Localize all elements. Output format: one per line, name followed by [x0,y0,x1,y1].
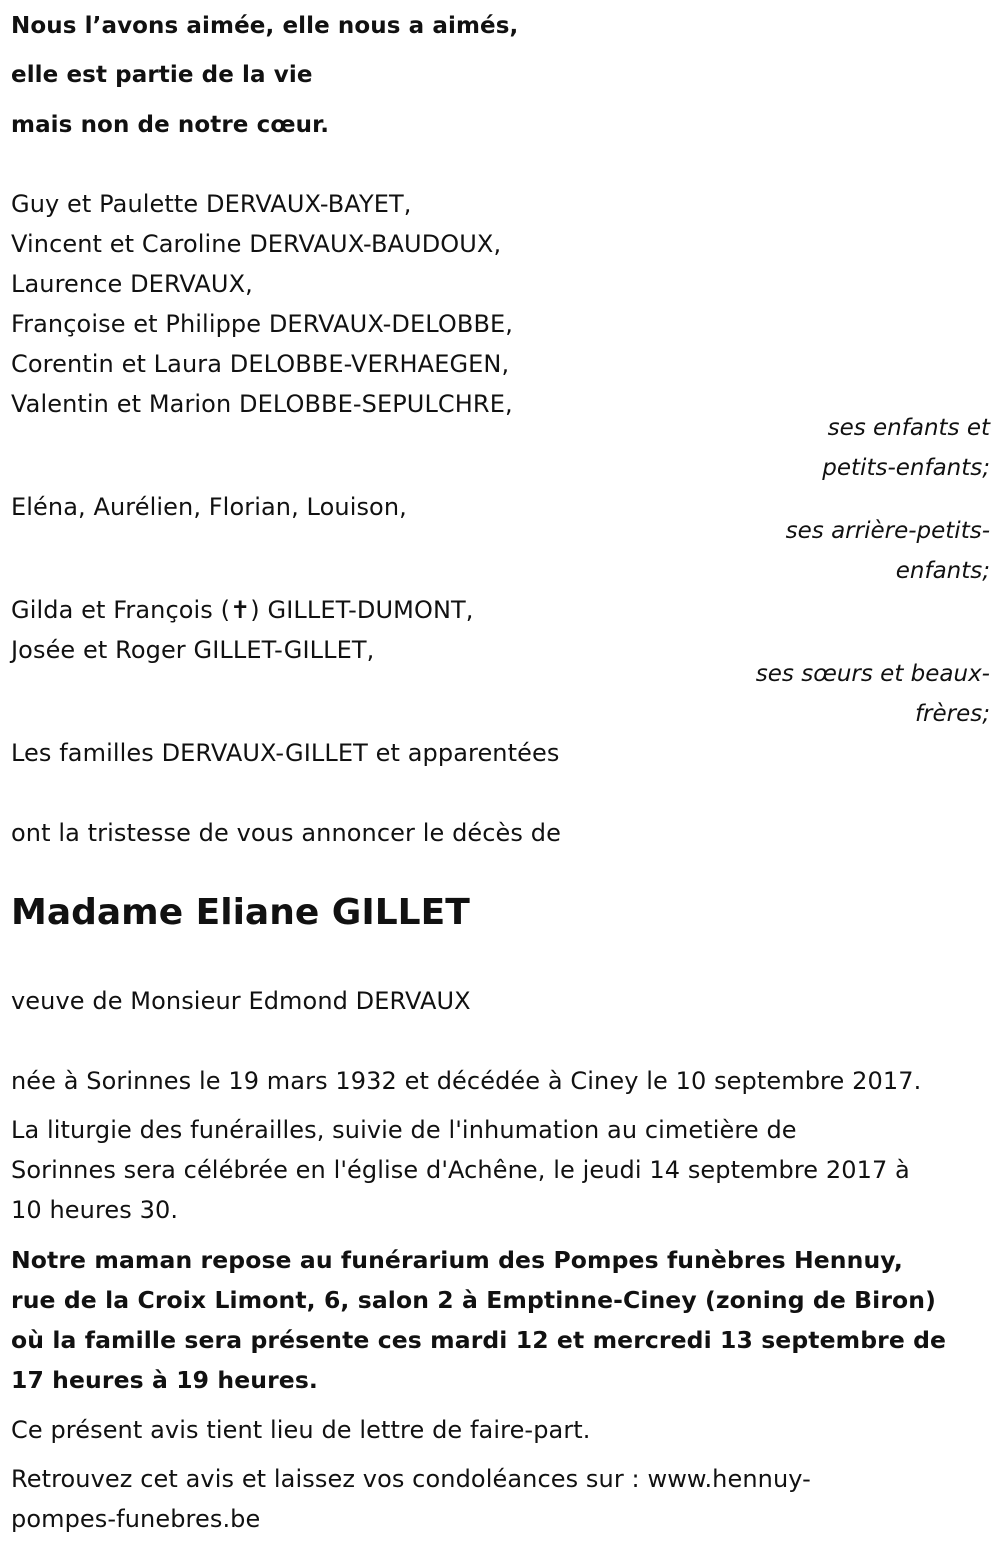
funerarium-line: rue de la Croix Limont, 6, salon 2 à Emptinne-Ciney (zoning de Biron) [11,1286,936,1314]
relation-label: petits-enfants; [822,455,990,481]
family-member-line: Laurence DERVAUX, [11,270,253,298]
family-member-line: Françoise et Philippe DERVAUX-DELOBBE, [11,310,513,338]
family-member-line: Eléna, Aurélien, Florian, Louison, [11,493,407,521]
liturgy-line: La liturgie des funérailles, suivie de l'inhumation au cimetière de [11,1116,797,1144]
epitaph-line: Nous l’avons aimée, elle nous a aimés, [11,13,519,39]
condolences-line: Retrouvez cet avis et laissez vos condoléances sur : www.hennuy- [11,1465,811,1493]
family-member-line: Corentin et Laura DELOBBE-VERHAEGEN, [11,350,510,378]
family-member-line: Josée et Roger GILLET-GILLET, [11,636,375,664]
relation-label: ses enfants et [827,415,990,441]
widow-of-line: veuve de Monsieur Edmond DERVAUX [11,987,471,1015]
relation-label: frères; [914,701,990,727]
relation-label: enfants; [895,558,990,584]
liturgy-line: 10 heures 30. [11,1196,179,1224]
funerarium-line: où la famille sera présente ces mardi 12 et mercredi 13 septembre de [11,1326,947,1354]
relation-label: ses arrière-petits- [785,518,990,544]
liturgy-line: Sorinnes sera célébrée en l'église d'Achêne, le jeudi 14 septembre 2017 à [11,1156,910,1184]
family-member-line: Gilda et François (✝) GILLET-DUMONT, [11,596,474,624]
epitaph-line: elle est partie de la vie [11,62,313,88]
funerarium-line: 17 heures à 19 heures. [11,1366,318,1394]
family-member-line: Valentin et Marion DELOBBE-SEPULCHRE, [11,390,513,418]
epitaph-line: mais non de notre cœur. [11,112,330,138]
family-member-line: Guy et Paulette DERVAUX-BAYET, [11,190,412,218]
family-member-line: Vincent et Caroline DERVAUX-BAUDOUX, [11,230,502,258]
condolences-link[interactable]: pompes-funebres.be [11,1505,261,1533]
relation-label: ses sœurs et beaux- [755,661,990,687]
deceased-name: Madame Eliane GILLET [11,892,470,933]
announcement-text: ont la tristesse de vous annoncer le décès de [11,819,561,847]
families-line: Les familles DERVAUX-GILLET et apparentées [11,739,560,767]
funerarium-line: Notre maman repose au funérarium des Pompes funèbres Hennuy, [11,1246,903,1274]
notice-line: Ce présent avis tient lieu de lettre de faire-part. [11,1416,591,1444]
birth-death-line: née à Sorinnes le 19 mars 1932 et décédée à Ciney le 10 septembre 2017. [11,1067,922,1095]
